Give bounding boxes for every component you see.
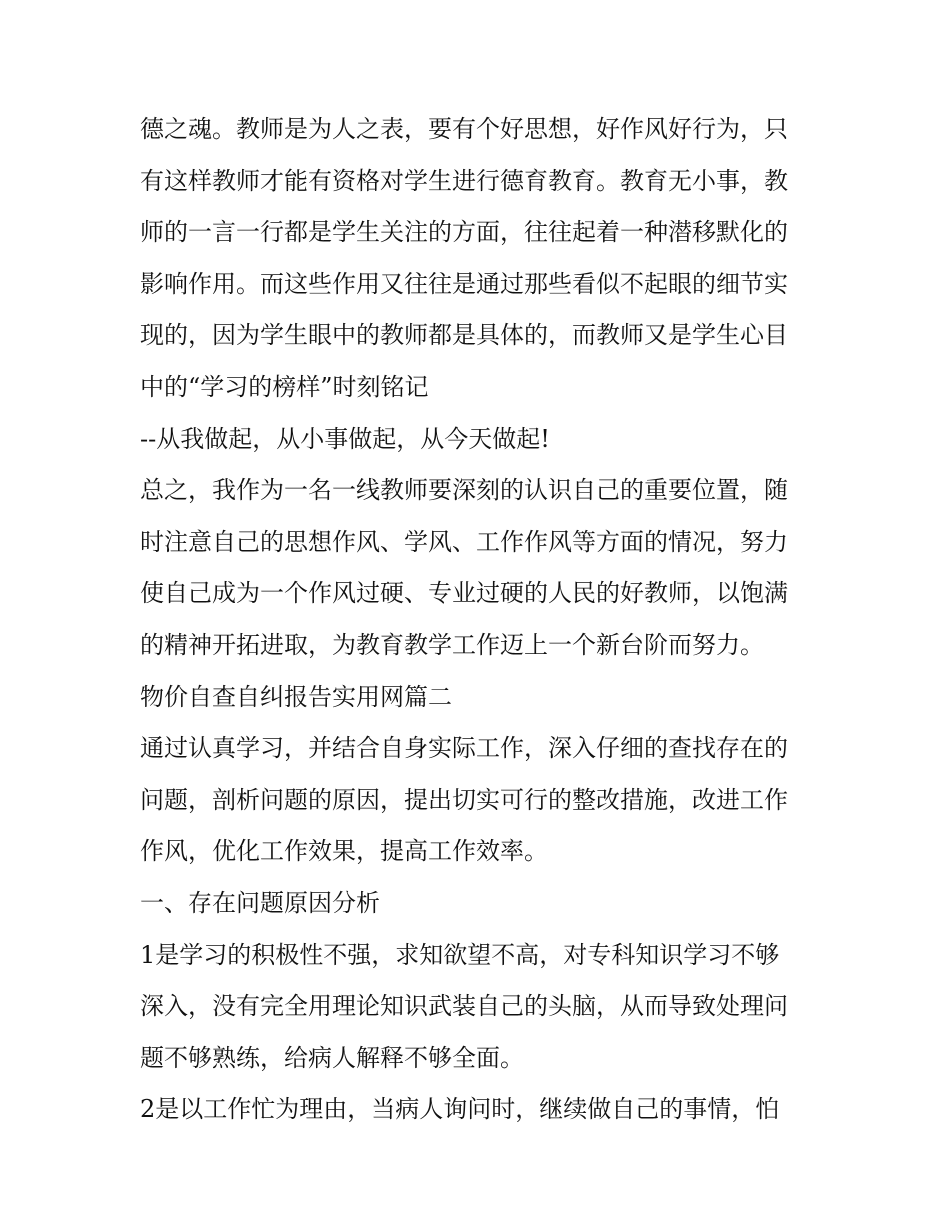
text-line: 时注意自己的思想作风、学风、工作作风等方面的情况，努力 [140, 527, 788, 556]
text-line: 深入，没有完全用理论知识武装自己的头脑，从而导致处理问 [140, 992, 788, 1021]
text-line: 中的“学习的榜样”时刻铭记 [140, 372, 429, 401]
text-line: 师的一言一行都是学生关注的方面，往往起着一种潜移默化的 [140, 218, 788, 247]
text-line: 通过认真学习，并结合自身实际工作，深入仔细的查找存在的 [140, 734, 788, 763]
text-line: 题不够熟练，给病人解释不够全面。 [140, 1043, 524, 1072]
text-line: 有这样教师才能有资格对学生进行德育教育。教育无小事，教 [140, 166, 788, 195]
text-line: 2是以工作忙为理由，当病人询问时，继续做自己的事情，怕 [140, 1095, 780, 1124]
text-line: 现的，因为学生眼中的教师都是具体的，而教师又是学生心目 [140, 321, 788, 350]
text-line: 1是学习的积极性不强，求知欲望不高，对专科知识学习不够 [140, 940, 780, 969]
text-line: 问题，剖析问题的原因，提出切实可行的整改措施，改进工作 [140, 785, 788, 814]
section-heading: 物价自查自纠报告实用网篇二 [140, 682, 452, 711]
text-line: 使自己成为一个作风过硬、专业过硬的人民的好教师，以饱满 [140, 579, 788, 608]
text-line: 总之，我作为一名一线教师要深刻的认识自己的重要位置，随 [140, 476, 788, 505]
text-line: 德之魂。教师是为人之表，要有个好思想，好作风好行为，只 [140, 115, 788, 143]
body-text [140, 104, 820, 1136]
subsection-heading: 一、存在问题原因分析 [140, 888, 380, 917]
text-line: 影响作用。而这些作用又往往是通过那些看似不起眼的细节实 [140, 269, 788, 298]
text-line: 作风，优化工作效果，提高工作效率。 [140, 837, 548, 866]
text-line: --从我做起，从小事做起，从今天做起! [140, 424, 550, 453]
text-line: 的精神开拓进取，为教育教学工作迈上一个新台阶而努力。 [140, 630, 764, 659]
